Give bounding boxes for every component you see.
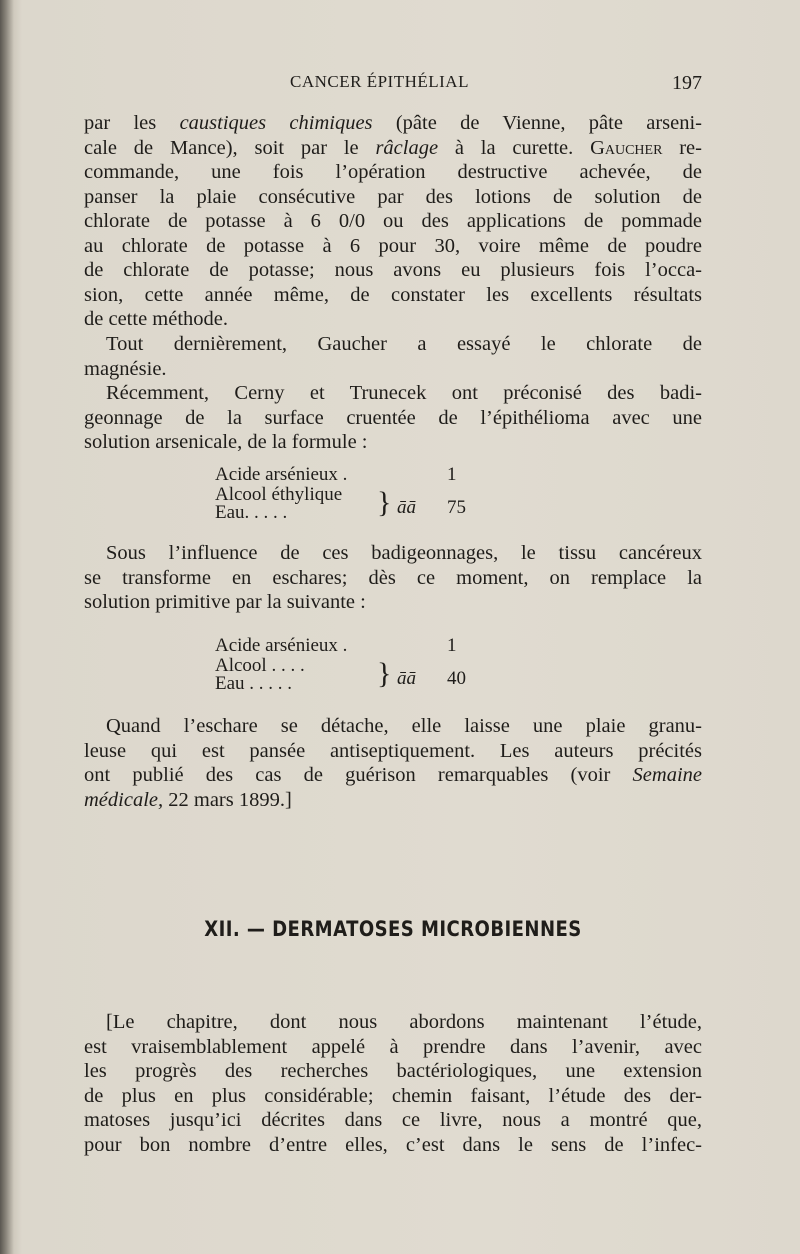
- italic-term: râclage: [375, 136, 439, 159]
- text-line: sion, cette année même, de constater les excellents résultats: [84, 283, 702, 306]
- brace-icon: }: [377, 657, 392, 690]
- ingredient-name: Alcool éthylique: [215, 484, 343, 505]
- paragraph-eschares: [84, 541, 702, 615]
- page-number: 197: [672, 72, 702, 94]
- text-line: solution arsenicale, de la formule :: [84, 431, 368, 453]
- ingredient-quantity: 75: [447, 497, 466, 518]
- text-line: Récemment, Cerny et Trunecek ont préconisé des badi-: [106, 382, 702, 404]
- text-line: au chlorate de potasse à 6 pour 30, voire même de poudre: [84, 234, 702, 257]
- paragraph-magnesie: [84, 332, 702, 381]
- ingredient-name: Alcool . . . .: [215, 655, 305, 676]
- text-line: de plus en plus considérable; chemin faisant, l’étude des der-: [84, 1084, 702, 1107]
- ana-abbreviation: āā: [397, 668, 416, 689]
- formula-group: [215, 657, 475, 695]
- formula-primitive: [215, 466, 475, 524]
- formula-row: [215, 466, 475, 486]
- ana-abbreviation: āā: [397, 497, 416, 518]
- brace-icon: }: [377, 486, 392, 519]
- text-line: commande, une fois l’opération destructive achevée, de: [84, 161, 702, 183]
- text-line: cale de Mance), soit par le râclage à la curette. Gaucher re-: [84, 136, 702, 159]
- ingredient-name: Eau. . . . .: [215, 502, 288, 523]
- text-line: les progrès des recherches bactériologiques, une extension: [84, 1060, 702, 1082]
- text-line: Quand l’eschare se détache, elle laisse une plaie granu-: [106, 715, 702, 737]
- text-line: par les caustiques chimiques (pâte de Vienne, pâte arseni-: [84, 112, 702, 134]
- text-line: geonnage de la surface cruentée de l’épithélioma avec une: [84, 406, 702, 429]
- text-line: panser la plaie consécutive par des lotions de solution de: [84, 185, 702, 208]
- text-line: Sous l’influence de ces badigeonnages, le tissu cancéreux: [106, 542, 702, 564]
- text-line: solution primitive par la suivante :: [84, 591, 366, 613]
- ingredient-quantity: 1: [447, 635, 457, 656]
- running-title: CANCER ÉPITHÉLIAL: [290, 72, 469, 91]
- author-name: Gaucher: [590, 136, 663, 159]
- text-line: ont publié des cas de guérison remarquables (voir Semaine: [84, 764, 702, 786]
- text-line: [Le chapitre, dont nous abordons maintenant l’étude,: [106, 1011, 702, 1033]
- italic-term: caustiques chimiques: [179, 112, 373, 134]
- formula-group: [215, 486, 475, 524]
- ingredient-name: Acide arsénieux .: [215, 635, 348, 656]
- formula-suivante: [215, 637, 475, 695]
- formula-row: [215, 637, 475, 657]
- text-line: leuse qui est pansée antiseptiquement. Les auteurs précités: [84, 739, 702, 762]
- section-title: XII. — DERMATOSES MICROBIENNES: [204, 917, 582, 941]
- paragraph-eschare-detache: [84, 714, 702, 812]
- text-line: chlorate de potasse à 6 0/0 ou des applications de pommade: [84, 210, 702, 232]
- italic-term: médicale,: [84, 788, 164, 811]
- text-line: matoses jusqu’ici décrites dans ce livre, nous a montré que,: [84, 1109, 702, 1131]
- text-line: de cette méthode.: [84, 308, 229, 330]
- text-line: est vraisemblablement appelé à prendre dans l’avenir, avec: [84, 1035, 702, 1058]
- text-line: pour bon nombre d’entre elles, c’est dans le sens de l’infec-: [84, 1133, 702, 1156]
- ingredient-name: Eau . . . . .: [215, 673, 293, 694]
- page-header: [84, 72, 702, 100]
- ingredient-quantity: 40: [447, 668, 466, 689]
- text-line: se transforme en eschares; dès ce moment, on remplace la: [84, 566, 702, 589]
- text-line: de chlorate de potasse; nous avons eu plusieurs fois l’occa-: [84, 259, 702, 281]
- ingredient-name: Acide arsénieux .: [215, 464, 348, 485]
- text-line: magnésie.: [84, 357, 167, 380]
- paragraph-cerny-trunecek: [84, 381, 702, 455]
- paragraph-dermatoses-intro: [84, 1010, 702, 1157]
- text-line: Tout dernièrement, Gaucher a essayé le chlorate de: [106, 333, 702, 355]
- text-line: médicale, 22 mars 1899.]: [84, 788, 292, 811]
- ingredient-quantity: 1: [447, 464, 457, 485]
- paragraph-caustiques: [84, 111, 702, 332]
- italic-term: Semaine: [632, 764, 702, 786]
